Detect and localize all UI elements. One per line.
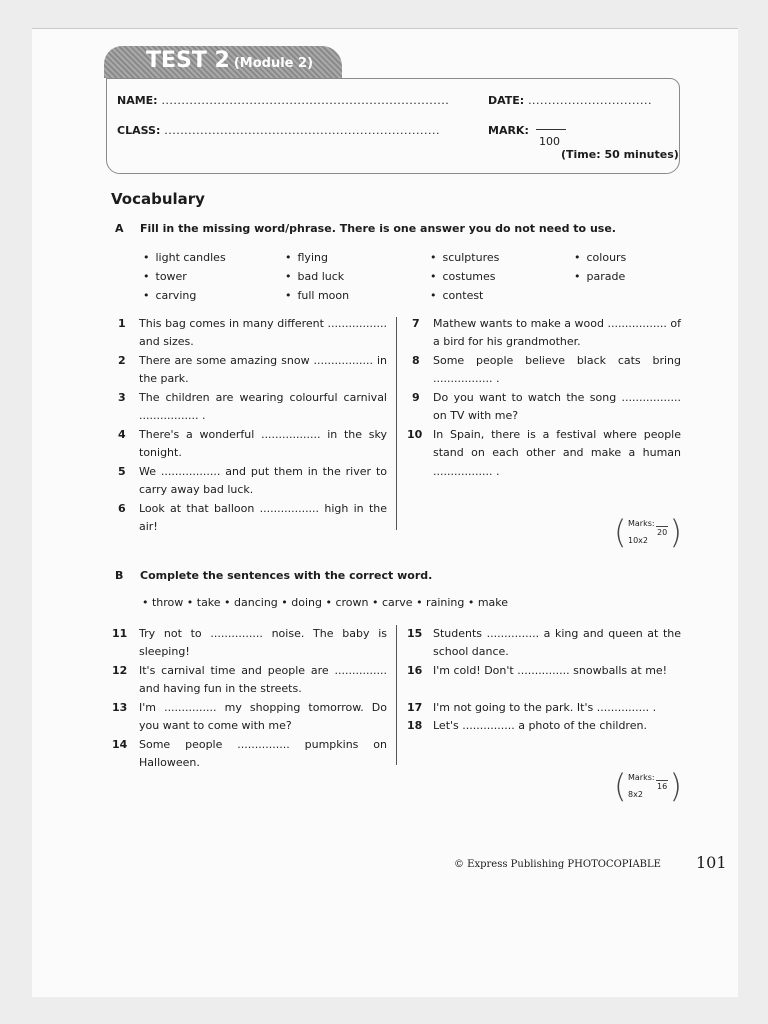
word-bank-item: • full moon bbox=[285, 289, 349, 302]
word-bank-item: • contest bbox=[430, 289, 483, 302]
test-title bbox=[146, 48, 313, 73]
question-text: There are some amazing snow ................. in the park. bbox=[139, 354, 387, 386]
question-number: 11 bbox=[112, 627, 128, 640]
marks-total: 16 bbox=[657, 782, 668, 791]
word-bank-item: • parade bbox=[574, 270, 625, 283]
mark-total: 100 bbox=[539, 135, 560, 148]
name-dots: ........................................................................ bbox=[161, 94, 450, 107]
date-field bbox=[488, 94, 652, 107]
marks-paren: ( bbox=[614, 513, 627, 551]
test-title-text: TEST 2 bbox=[146, 48, 230, 73]
page-number: 101 bbox=[696, 853, 727, 872]
time-limit: (Time: 50 minutes) bbox=[561, 148, 679, 161]
section-a-letter: A bbox=[115, 222, 124, 235]
publisher-note: © Express Publishing PHOTOCOPIABLE bbox=[454, 859, 661, 870]
column-divider bbox=[396, 625, 397, 765]
marks-multiplier: 10x2 bbox=[628, 536, 649, 545]
marks-total: 20 bbox=[657, 528, 668, 537]
marks-box-b bbox=[614, 767, 682, 806]
section-b-letter: B bbox=[115, 569, 124, 582]
question-text: Let's ............... a photo of the children. bbox=[433, 719, 647, 732]
word-bank-item: • tower bbox=[143, 270, 187, 283]
marks-line bbox=[656, 526, 668, 527]
marks-paren: ) bbox=[669, 767, 682, 805]
question-number: 8 bbox=[412, 354, 420, 367]
question-number: 6 bbox=[118, 502, 126, 515]
word-bank-b: • throw • take • dancing • doing • crown • carve • raining • make bbox=[142, 596, 509, 609]
question-text: This bag comes in many different ................. and sizes. bbox=[139, 317, 387, 349]
question-number: 2 bbox=[118, 354, 126, 367]
marks-paren: ( bbox=[614, 767, 627, 805]
date-dots: ............................... bbox=[528, 94, 652, 107]
question-text: I'm ............... my shopping tomorrow. Do you want to come with me? bbox=[139, 701, 387, 733]
name-field bbox=[117, 94, 449, 107]
question-text: Do you want to watch the song ................. on TV with me? bbox=[433, 391, 681, 423]
marks-multiplier: 8x2 bbox=[628, 790, 643, 799]
marks-label: Marks: bbox=[628, 773, 655, 782]
question-number: 13 bbox=[112, 701, 128, 714]
question-number: 7 bbox=[412, 317, 420, 330]
question-text: In Spain, there is a festival where people stand on each other and make a human ................. . bbox=[433, 428, 681, 478]
question-number: 12 bbox=[112, 664, 128, 677]
question-text: There's a wonderful ................. in the sky tonight. bbox=[139, 428, 387, 460]
mark-fraction-line bbox=[536, 129, 566, 130]
question-text: Students ............... a king and queen at the school dance. bbox=[433, 627, 681, 659]
question-number: 14 bbox=[112, 738, 128, 751]
question-number: 15 bbox=[407, 627, 423, 640]
word-bank-item: • colours bbox=[574, 251, 626, 264]
question-text: I'm cold! Don't ............... snowballs at me! bbox=[433, 664, 668, 677]
name-label: NAME: bbox=[117, 94, 158, 107]
marks-line bbox=[656, 780, 668, 781]
question-text: Some people believe black cats bring ................. . bbox=[433, 354, 681, 386]
question-text: Some people ............... pumpkins on Halloween. bbox=[139, 738, 387, 770]
class-dots: ..................................................................... bbox=[164, 124, 440, 137]
question-number: 4 bbox=[118, 428, 126, 441]
date-label: DATE: bbox=[488, 94, 525, 107]
mark-label: MARK: bbox=[488, 124, 529, 137]
section-b-instruction: Complete the sentences with the correct word. bbox=[140, 569, 433, 582]
question-text: Look at that balloon ................. high in the air! bbox=[139, 502, 387, 534]
test-module: (Module 2) bbox=[233, 56, 314, 71]
question-number: 5 bbox=[118, 465, 126, 478]
word-bank-item: • light candles bbox=[143, 251, 226, 264]
question-text: Mathew wants to make a wood ................. of a bird for his grandmother. bbox=[433, 317, 681, 349]
marks-paren: ) bbox=[669, 513, 682, 551]
question-text: The children are wearing colourful carnival ................. . bbox=[139, 391, 387, 423]
class-label: CLASS: bbox=[117, 124, 161, 137]
question-text: I'm not going to the park. It's ............... . bbox=[433, 701, 657, 714]
question-number: 16 bbox=[407, 664, 423, 677]
question-text: Try not to ............... noise. The baby is sleeping! bbox=[139, 627, 387, 659]
section-a-instruction: Fill in the missing word/phrase. There is one answer you do not need to use. bbox=[140, 222, 616, 235]
question-text: We ................. and put them in the river to carry away bad luck. bbox=[139, 465, 387, 497]
question-number: 3 bbox=[118, 391, 126, 404]
question-text: It's carnival time and people are ............... and having fun in the streets. bbox=[139, 664, 387, 696]
question-number: 1 bbox=[118, 317, 126, 330]
word-bank-item: • sculptures bbox=[430, 251, 499, 264]
question-number: 10 bbox=[407, 428, 423, 441]
column-divider bbox=[396, 317, 397, 530]
class-field bbox=[117, 124, 440, 137]
word-bank-item: • flying bbox=[285, 251, 328, 264]
word-bank-item: • carving bbox=[143, 289, 196, 302]
word-bank-item: • costumes bbox=[430, 270, 496, 283]
question-number: 18 bbox=[407, 719, 423, 732]
section-heading: Vocabulary bbox=[111, 190, 205, 208]
question-number: 17 bbox=[407, 701, 423, 714]
word-bank-item: • bad luck bbox=[285, 270, 344, 283]
marks-label: Marks: bbox=[628, 519, 655, 528]
question-number: 9 bbox=[412, 391, 420, 404]
marks-box-a bbox=[614, 513, 682, 552]
